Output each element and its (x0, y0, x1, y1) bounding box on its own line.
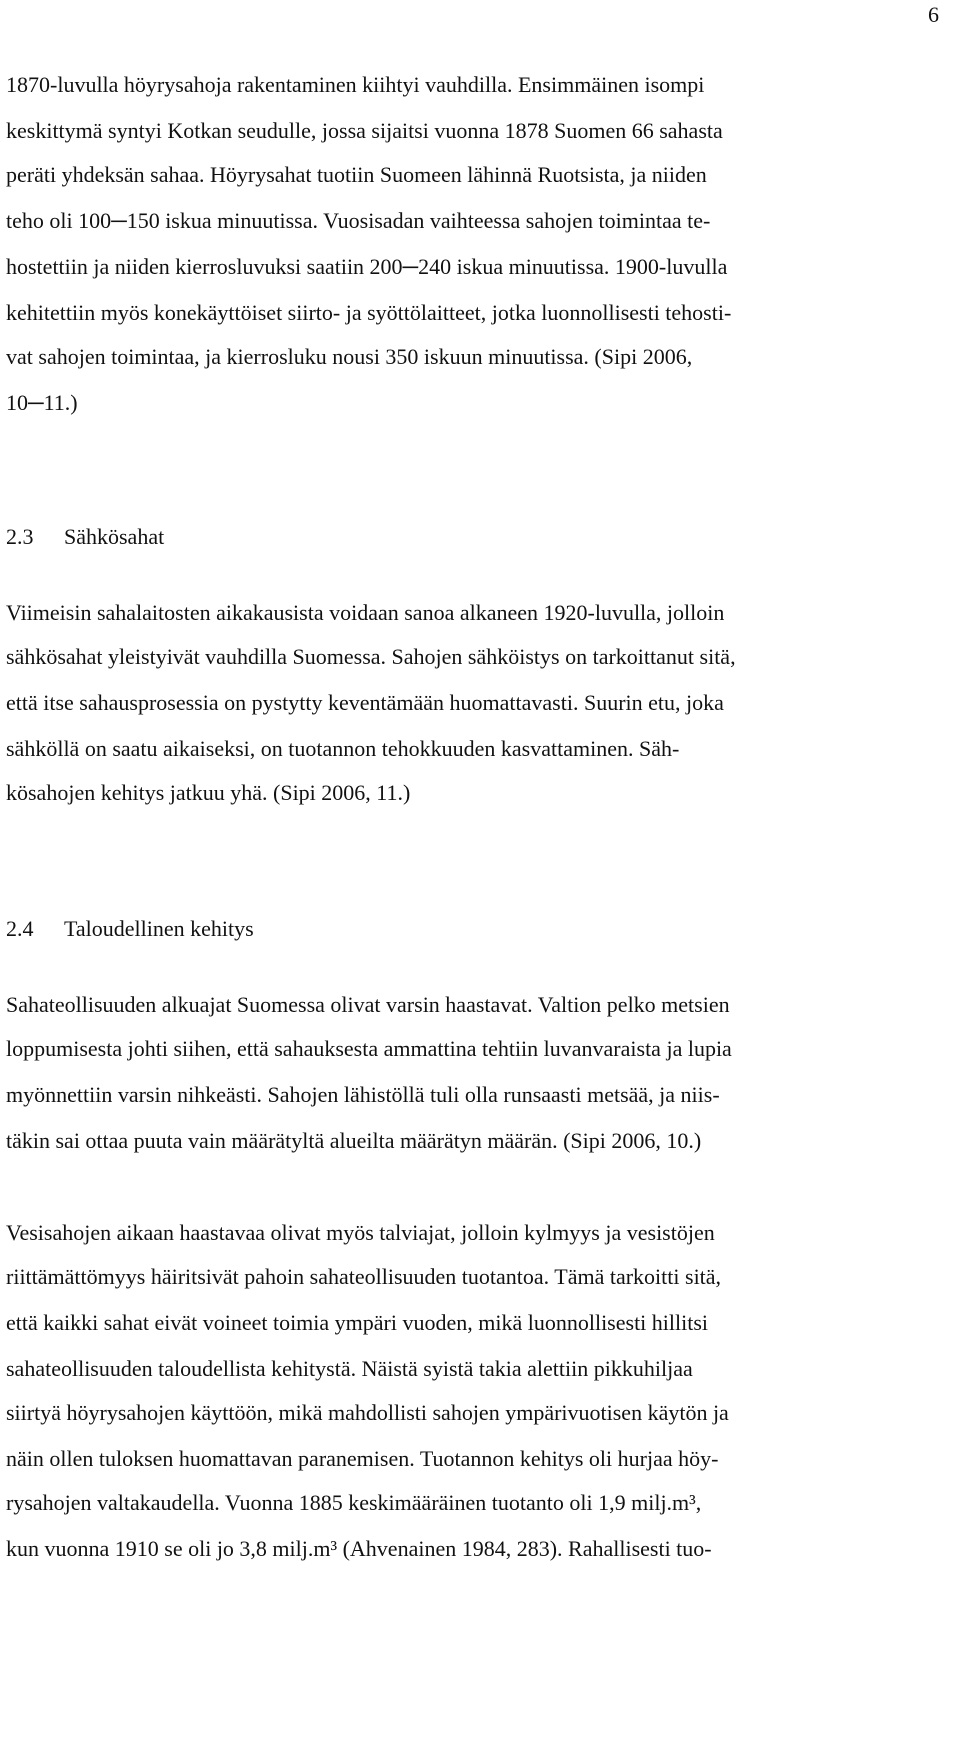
section-number: 2.3 (6, 524, 34, 549)
text-line: 1870-luvulla höyrysahoja rakentaminen kiihtyi vauhdilla. Ensimmäinen isompi (6, 72, 705, 97)
text-line: Sahateollisuuden alkuajat Suomessa olivat varsin haastavat. Valtion pelko metsien (6, 992, 730, 1017)
text-line: sähköllä on saatu aikaiseksi, on tuotannon tehokkuuden kasvattaminen. Säh- (6, 736, 680, 761)
section-title: Taloudellinen kehitys (64, 916, 254, 941)
text-line: kehitettiin myös konekäyttöiset siirto- ja syöttölaitteet, jotka luonnollisesti tehosti- (6, 300, 732, 325)
section-title: Sähkösahat (64, 524, 165, 549)
text-line: 10─11.) (6, 390, 78, 415)
text-line: että itse sahausprosessia on pystytty keventämään huomattavasti. Suurin etu, joka (6, 690, 724, 715)
text-line: näin ollen tuloksen huomattavan paranemisen. Tuotannon kehitys oli hurjaa höy- (6, 1446, 719, 1471)
section-heading-2-3 (6, 522, 164, 552)
text-line: sähkösahat yleistyivät vauhdilla Suomessa. Sahojen sähköistys on tarkoittanut sitä, (6, 644, 736, 669)
section-number: 2.4 (6, 916, 34, 941)
text-line: riittämättömyys häiritsivät pahoin sahateollisuuden tuotantoa. Tämä tarkoitti sitä, (6, 1264, 722, 1289)
text-line: Viimeisin sahalaitosten aikakausista voidaan sanoa alkaneen 1920-luvulla, jolloin (6, 600, 725, 625)
text-line: siirtyä höyrysahojen käyttöön, mikä mahdollisti sahojen ympärivuotisen käytön ja (6, 1400, 729, 1425)
text-line: peräti yhdeksän sahaa. Höyrysahat tuotiin Suomeen lähinnä Ruotsista, ja niiden (6, 162, 707, 187)
text-line: rysahojen valtakaudella. Vuonna 1885 keskimääräinen tuotanto oli 1,9 milj.m³, (6, 1490, 702, 1515)
text-line: kösahojen kehitys jatkuu yhä. (Sipi 2006, 11.) (6, 780, 411, 805)
text-line: Vesisahojen aikaan haastavaa olivat myös talviajat, jolloin kylmyys ja vesistöjen (6, 1220, 715, 1245)
text-line: keskittymä syntyi Kotkan seudulle, jossa sijaitsi vuonna 1878 Suomen 66 sahasta (6, 118, 723, 143)
text-line: täkin sai ottaa puuta vain määrätyltä alueilta määrätyn määrän. (Sipi 2006, 10.) (6, 1128, 702, 1153)
text-line: myönnettiin varsin nihkeästi. Sahojen lähistöllä tuli olla runsaasti metsää, ja niis- (6, 1082, 720, 1107)
section-heading-2-4 (6, 914, 254, 944)
text-line: hostettiin ja niiden kierrosluvuksi saatiin 200─240 iskua minuutissa. 1900-luvulla (6, 254, 728, 279)
text-line: että kaikki sahat eivät voineet toimia ympäri vuoden, mikä luonnollisesti hillitsi (6, 1310, 709, 1335)
page-number: 6 (928, 2, 939, 27)
text-line: kun vuonna 1910 se oli jo 3,8 milj.m³ (Ahvenainen 1984, 283). Rahallisesti tuo- (6, 1536, 712, 1561)
text-line: teho oli 100─150 iskua minuutissa. Vuosisadan vaihteessa sahojen toimintaa te- (6, 208, 711, 233)
text-line: loppumisesta johti siihen, että sahauksesta ammattina tehtiin luvanvaraista ja lupia (6, 1036, 732, 1061)
text-line: sahateollisuuden taloudellista kehitystä. Näistä syistä takia alettiin pikkuhiljaa (6, 1356, 693, 1381)
text-line: vat sahojen toimintaa, ja kierrosluku nousi 350 iskuun minuutissa. (Sipi 2006, (6, 344, 693, 369)
